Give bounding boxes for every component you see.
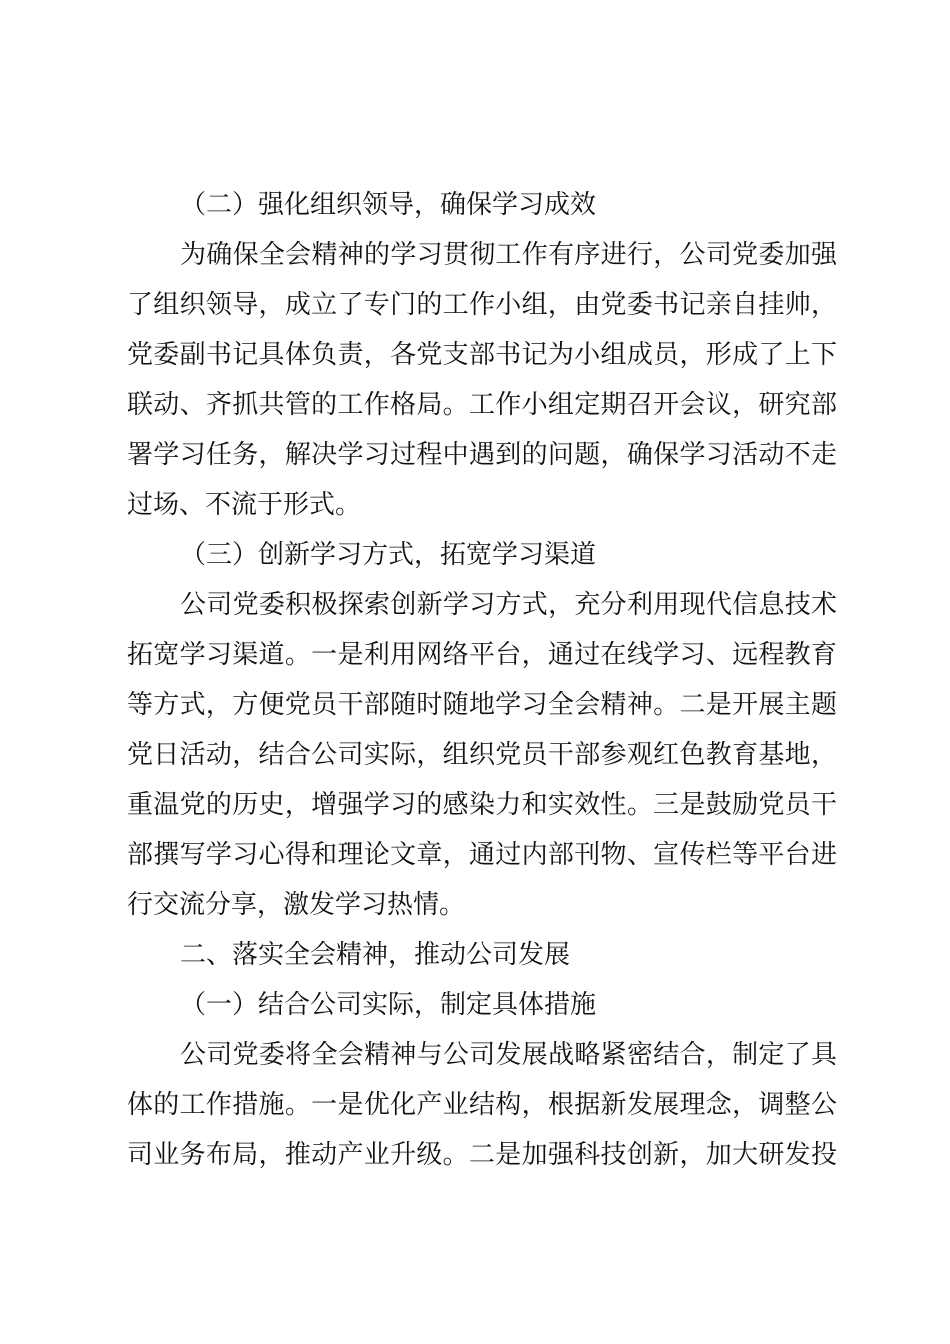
paragraph-line: 重温党的历史，增强学习的感染力和实效性。三是鼓励党员干 [127, 790, 837, 820]
paragraph-line: 署学习任务，解决学习过程中遇到的问题，确保学习活动不走 [127, 440, 837, 470]
subheading-3: （三）创新学习方式，拓宽学习渠道 [180, 540, 597, 570]
paragraph-line: 拓宽学习渠道。一是利用网络平台，通过在线学习、远程教育 [127, 640, 837, 670]
paragraph-line: 公司党委将全会精神与公司发展战略紧密结合，制定了具 [180, 1040, 837, 1070]
paragraph-line: 等方式，方便党员干部随时随地学习全会精神。二是开展主题 [127, 690, 837, 720]
paragraph-line: 为确保全会精神的学习贯彻工作有序进行，公司党委加强 [180, 240, 837, 270]
paragraph-line: 部撰写学习心得和理论文章，通过内部刊物、宣传栏等平台进 [127, 840, 837, 870]
paragraph-line: 过场、不流于形式。 [127, 490, 362, 520]
paragraph-line: 党日活动，结合公司实际，组织党员干部参观红色教育基地， [127, 740, 837, 770]
section-heading: 二、落实全会精神，推动公司发展 [180, 940, 571, 970]
paragraph-line: 行交流分享，激发学习热情。 [127, 890, 466, 920]
paragraph-line: 联动、齐抓共管的工作格局。工作小组定期召开会议，研究部 [127, 390, 837, 420]
paragraph-line: 公司党委积极探索创新学习方式，充分利用现代信息技术 [180, 590, 837, 620]
paragraph-line: 体的工作措施。一是优化产业结构，根据新发展理念，调整公 [127, 1090, 837, 1120]
paragraph-line: 了组织领导，成立了专门的工作小组，由党委书记亲自挂帅， [127, 290, 837, 320]
subheading-1: （一）结合公司实际，制定具体措施 [180, 990, 597, 1020]
paragraph-line: 司业务布局，推动产业升级。二是加强科技创新，加大研发投 [127, 1140, 837, 1170]
subheading-2: （二）强化组织领导，确保学习成效 [180, 190, 597, 220]
paragraph-line: 党委副书记具体负责，各党支部书记为小组成员，形成了上下 [127, 340, 837, 370]
